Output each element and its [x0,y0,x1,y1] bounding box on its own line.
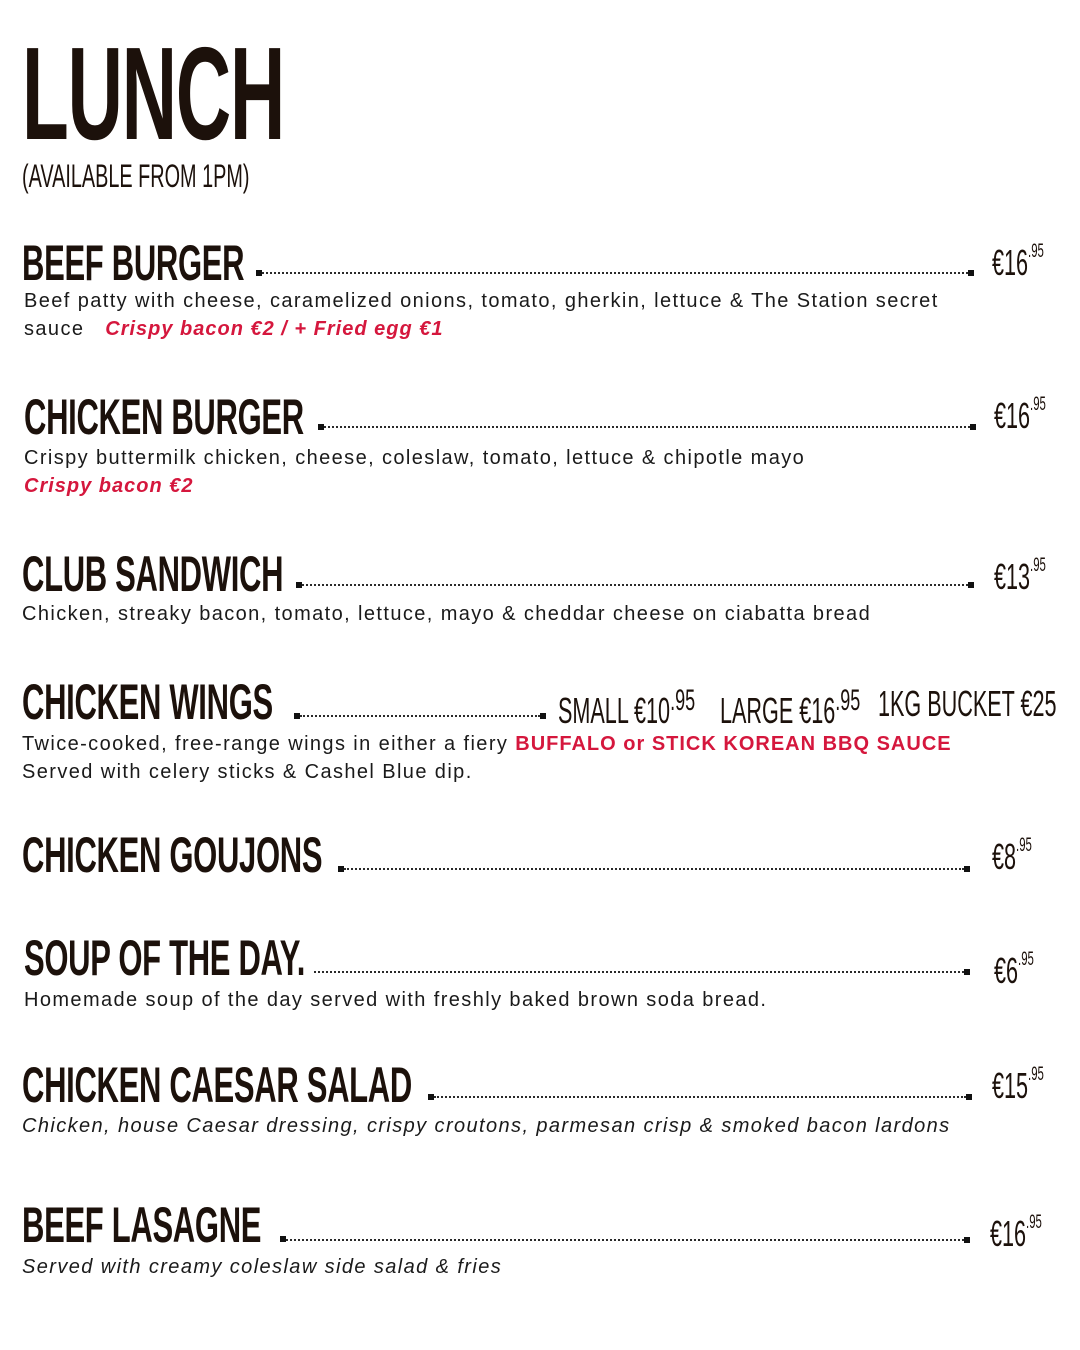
item-name: BEEF LASAGNE [22,1197,262,1253]
item-description: Chicken, streaky bacon, tomato, lettuce, mayo & cheddar cheese on ciabatta bread [22,603,872,625]
item-price: $€6^{.95}$ [994,949,1034,991]
leader-end-dot [964,866,970,872]
leader-end-dot [964,969,970,975]
sauce-options: BUFFALO or STICK KOREAN BBQ SAUCE [515,733,952,755]
leader-end-dot [968,270,974,276]
item-description: Beef patty with cheese, caramelized onions, tomato, gherkin, lettuce & The Station secret sauce Crispy bacon €2 / + Fried egg €1 [24,290,939,340]
leader-end-dot [540,713,546,719]
item-name: CHICKEN BURGER [24,389,304,445]
item-price: $€13^{.95}$ [994,555,1046,597]
leader-dots [324,426,970,428]
leader-end-dot [970,424,976,430]
item-price: $€16^{.95}$ [990,1212,1042,1254]
leader-end-dot [966,1094,972,1100]
item-name: CHICKEN CAESAR SALAD [22,1057,412,1113]
item-name: CHICKEN WINGS [22,674,273,730]
item-price: $€16^{.95}$ [992,241,1044,283]
item-description: Served with creamy coleslaw side salad & fries [22,1256,503,1278]
leader-dots [286,1239,964,1241]
leader-dots [300,715,540,717]
item-price: $€16^{.95}$ [994,394,1046,436]
leader-dots [344,868,964,870]
wings-price-large: LARGE $€16^{.95}$ [720,684,861,731]
item-name: CHICKEN GOUJONS [22,827,323,883]
item-name: CLUB SANDWICH [22,546,284,602]
item-extra: Crispy bacon €2 / + Fried egg €1 [105,318,444,340]
leader-end-dot [964,1237,970,1243]
wings-price-small: SMALL $€10^{.95}$ [558,684,696,731]
leader-dots [434,1096,966,1098]
wings-price-bucket: 1KG BUCKET €25 [878,683,1057,724]
leader-dots [262,272,968,274]
item-price: $€15^{.95}$ [992,1064,1044,1106]
item-description: Crispy buttermilk chicken, cheese, coleslaw, tomato, lettuce & chipotle mayo Crispy bacon €2 [24,447,806,497]
leader-dots [302,584,968,586]
item-name: SOUP OF THE DAY. [24,930,306,986]
menu-subtitle: (AVAILABLE FROM 1PM) [22,158,250,194]
item-name: BEEF BURGER [22,235,245,291]
item-description: Chicken, house Caesar dressing, crispy croutons, parmesan crisp & smoked bacon lardons [22,1115,951,1137]
item-description: Homemade soup of the day served with freshly baked brown soda bread. [24,989,768,1011]
item-price: $€8^{.95}$ [992,835,1032,877]
item-extra: Crispy bacon €2 [24,475,194,497]
leader-end-dot [968,582,974,588]
item-description: Twice-cooked, free-range wings in either a fiery BUFFALO or STICK KOREAN BBQ SAUCE Served with celery sticks & Cashel Blue dip. [22,733,952,783]
leader-dots [314,971,964,973]
menu-title: LUNCH [22,20,285,167]
